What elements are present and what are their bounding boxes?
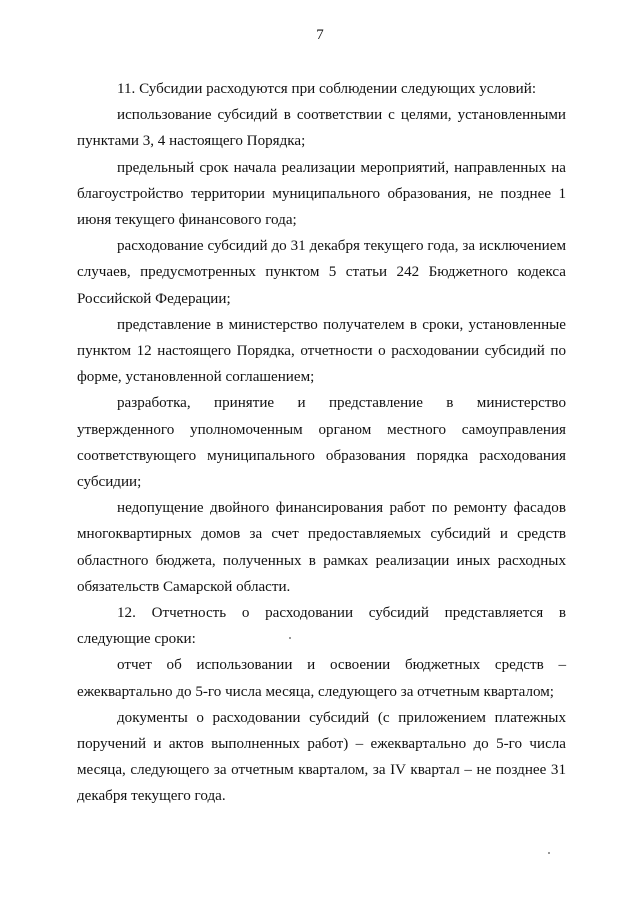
document-body — [77, 76, 566, 810]
paragraph-11-heading: 11. Субсидии расходуются при соблюдении следующих условий: — [117, 81, 537, 97]
scan-speck — [289, 637, 291, 639]
paragraph-condition-reporting: представление в министерство получателем в сроки, установленные пунктом 12 настоящего Порядка, отчетности о расходовании субсидий по форме, установленной соглашением; — [77, 316, 566, 386]
paragraph-report-documents: документы о расходовании субсидий (с приложением платежных поручений и актов выполненных работ) – ежеквартально до 5-го числа месяца, следующего за отчетным кварталом, за IV квартал – не позднее 31 декабря текущего года. — [77, 709, 566, 805]
paragraph-condition-spending: расходование субсидий до 31 декабря текущего года, за исключением случаев, предусмотренных пунктом 5 статьи 242 Бюджетного кодекса Российской Федерации; — [77, 238, 566, 307]
paragraph-condition-deadline: предельный срок начала реализации мероприятий, направленных на благоустройство территории муниципального образования, не позднее 1 июня текущего финансового года; — [77, 159, 566, 229]
paragraph-condition-no-double-funding: недопущение двойного финансирования работ по ремонту фасадов многоквартирных домов за счет предоставляемых субсидий и средств областного бюджета, полученных в рамках реализации иных расходных обязательств Самарской области. — [77, 500, 566, 595]
paragraph-condition-procedure: разработка, принятие и представление в министерство утвержденного уполномоченным органом местного самоуправления соответствующего муниципального образования порядка расходования субсидии; — [77, 395, 566, 491]
paragraph-condition-purpose: использование субсидий в соответствии с целями, установленными пунктами 3, 4 настоящего Порядка; — [77, 107, 566, 150]
paragraph-report-quarterly: отчет об использовании и освоении бюджетных средств – ежеквартально до 5-го числа месяца, следующего за отчетным кварталом; — [77, 657, 566, 700]
paragraph-12-heading: 12. Отчетность о расходовании субсидий представляется в следующие сроки: — [77, 605, 566, 648]
scan-speck — [548, 852, 550, 854]
page-number: 7 — [316, 27, 324, 43]
